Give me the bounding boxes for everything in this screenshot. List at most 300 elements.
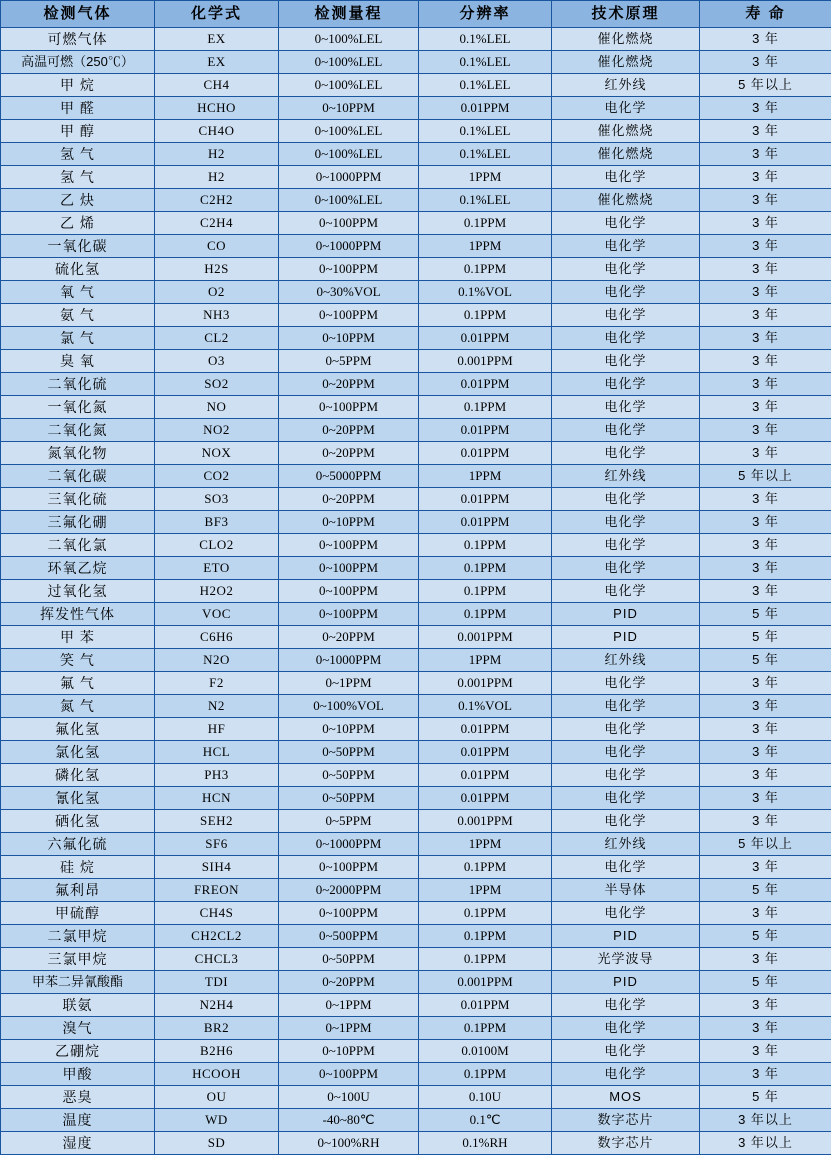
cell-formula: CO	[155, 235, 279, 258]
cell-gas: 一氧化氮	[1, 396, 155, 419]
cell-formula: CH4S	[155, 902, 279, 925]
cell-range: 0~100PPM	[279, 304, 419, 327]
table-row	[1, 810, 831, 833]
cell-technology: 电化学	[552, 511, 700, 534]
cell-lifetime: 3 年	[700, 120, 831, 143]
cell-resolution: 0.1PPM	[419, 304, 552, 327]
cell-gas: 甲 烷	[1, 74, 155, 97]
cell-gas: 一氧化碳	[1, 235, 155, 258]
cell-range: 0~10PPM	[279, 718, 419, 741]
cell-formula: SIH4	[155, 856, 279, 879]
cell-resolution: 0.1%LEL	[419, 51, 552, 74]
cell-range: 0~1PPM	[279, 994, 419, 1017]
table-row	[1, 327, 831, 350]
cell-gas: 二氯甲烷	[1, 925, 155, 948]
cell-gas: 磷化氢	[1, 764, 155, 787]
cell-formula: EX	[155, 51, 279, 74]
cell-gas: 甲硫醇	[1, 902, 155, 925]
cell-lifetime: 3 年	[700, 557, 831, 580]
cell-technology: 电化学	[552, 580, 700, 603]
table-row	[1, 281, 831, 304]
table-row	[1, 373, 831, 396]
table-row	[1, 971, 831, 994]
cell-range: 0~100%LEL	[279, 189, 419, 212]
cell-resolution: 0.1%LEL	[419, 143, 552, 166]
cell-lifetime: 5 年	[700, 649, 831, 672]
cell-lifetime: 3 年	[700, 948, 831, 971]
cell-range: 0~100%LEL	[279, 120, 419, 143]
cell-gas: 氢 气	[1, 143, 155, 166]
cell-range: 0~500PPM	[279, 925, 419, 948]
cell-resolution: 1PPM	[419, 833, 552, 856]
cell-formula: OU	[155, 1086, 279, 1109]
cell-technology: 电化学	[552, 396, 700, 419]
cell-lifetime: 3 年	[700, 1040, 831, 1063]
cell-resolution: 0.01PPM	[419, 327, 552, 350]
cell-technology: 电化学	[552, 373, 700, 396]
cell-range: 0~10PPM	[279, 327, 419, 350]
cell-resolution: 0.1%VOL	[419, 695, 552, 718]
column-header-range: 检测量程	[279, 1, 419, 28]
cell-range: 0~100%LEL	[279, 74, 419, 97]
cell-range: 0~100PPM	[279, 212, 419, 235]
table-row	[1, 1040, 831, 1063]
cell-resolution: 0.01PPM	[419, 511, 552, 534]
cell-range: 0~30%VOL	[279, 281, 419, 304]
cell-lifetime: 5 年以上	[700, 465, 831, 488]
cell-formula: SD	[155, 1132, 279, 1155]
cell-gas: 氰化氢	[1, 787, 155, 810]
cell-gas: 联氨	[1, 994, 155, 1017]
cell-formula: N2H4	[155, 994, 279, 1017]
cell-formula: HCOOH	[155, 1063, 279, 1086]
table-row	[1, 856, 831, 879]
cell-range: 0~1PPM	[279, 672, 419, 695]
cell-range: 0~100%RH	[279, 1132, 419, 1155]
table-row	[1, 1132, 831, 1155]
cell-technology: 电化学	[552, 258, 700, 281]
cell-gas: 笑 气	[1, 649, 155, 672]
cell-gas: 氯化氢	[1, 741, 155, 764]
cell-range: 0~2000PPM	[279, 879, 419, 902]
column-header-technology: 技术原理	[552, 1, 700, 28]
cell-technology: PID	[552, 925, 700, 948]
cell-resolution: 0.01PPM	[419, 97, 552, 120]
cell-lifetime: 5 年	[700, 626, 831, 649]
cell-lifetime: 3 年	[700, 327, 831, 350]
cell-lifetime: 5 年以上	[700, 74, 831, 97]
cell-formula: C6H6	[155, 626, 279, 649]
cell-technology: 催化燃烧	[552, 28, 700, 51]
cell-resolution: 0.001PPM	[419, 971, 552, 994]
cell-formula: PH3	[155, 764, 279, 787]
cell-lifetime: 3 年	[700, 304, 831, 327]
cell-range: 0~5PPM	[279, 350, 419, 373]
cell-resolution: 0.01PPM	[419, 442, 552, 465]
cell-gas: 高温可燃（250℃）	[1, 51, 155, 74]
cell-gas: 乙 烯	[1, 212, 155, 235]
cell-formula: HCHO	[155, 97, 279, 120]
cell-formula: CH4	[155, 74, 279, 97]
cell-formula: WD	[155, 1109, 279, 1132]
cell-formula: NO2	[155, 419, 279, 442]
cell-technology: 数字芯片	[552, 1109, 700, 1132]
cell-technology: 电化学	[552, 419, 700, 442]
cell-lifetime: 5 年	[700, 925, 831, 948]
cell-range: 0~100U	[279, 1086, 419, 1109]
cell-lifetime: 3 年	[700, 764, 831, 787]
cell-gas: 氧 气	[1, 281, 155, 304]
cell-formula: HF	[155, 718, 279, 741]
cell-range: 0~100PPM	[279, 396, 419, 419]
cell-gas: 乙硼烷	[1, 1040, 155, 1063]
cell-technology: 电化学	[552, 856, 700, 879]
column-header-formula: 化学式	[155, 1, 279, 28]
table-row	[1, 235, 831, 258]
cell-lifetime: 3 年	[700, 787, 831, 810]
cell-technology: 电化学	[552, 787, 700, 810]
cell-lifetime: 3 年	[700, 856, 831, 879]
table-row	[1, 787, 831, 810]
cell-resolution: 0.001PPM	[419, 350, 552, 373]
cell-lifetime: 3 年	[700, 1063, 831, 1086]
cell-formula: F2	[155, 672, 279, 695]
cell-resolution: 0.1℃	[419, 1109, 552, 1132]
cell-range: 0~10PPM	[279, 1040, 419, 1063]
cell-technology: 电化学	[552, 672, 700, 695]
cell-resolution: 0.1PPM	[419, 1017, 552, 1040]
cell-resolution: 0.1PPM	[419, 557, 552, 580]
cell-resolution: 0.1PPM	[419, 212, 552, 235]
cell-technology: 电化学	[552, 97, 700, 120]
cell-lifetime: 3 年	[700, 810, 831, 833]
table-row	[1, 879, 831, 902]
table-header-row	[1, 1, 831, 28]
cell-formula: O2	[155, 281, 279, 304]
cell-lifetime: 5 年以上	[700, 833, 831, 856]
cell-formula: HCN	[155, 787, 279, 810]
table-row	[1, 764, 831, 787]
cell-gas: 臭 氧	[1, 350, 155, 373]
column-header-gas: 检测气体	[1, 1, 155, 28]
cell-range: 0~20PPM	[279, 971, 419, 994]
cell-range: 0~5000PPM	[279, 465, 419, 488]
table-row	[1, 626, 831, 649]
table-row	[1, 1109, 831, 1132]
cell-gas: 氯 气	[1, 327, 155, 350]
cell-formula: SF6	[155, 833, 279, 856]
cell-range: 0~1000PPM	[279, 649, 419, 672]
cell-gas: 溴气	[1, 1017, 155, 1040]
cell-technology: 电化学	[552, 1063, 700, 1086]
cell-formula: CH4O	[155, 120, 279, 143]
cell-resolution: 1PPM	[419, 465, 552, 488]
cell-formula: C2H2	[155, 189, 279, 212]
cell-lifetime: 3 年	[700, 97, 831, 120]
cell-lifetime: 3 年	[700, 143, 831, 166]
cell-range: 0~10PPM	[279, 511, 419, 534]
cell-technology: 催化燃烧	[552, 120, 700, 143]
table-row	[1, 695, 831, 718]
cell-technology: 光学波导	[552, 948, 700, 971]
cell-lifetime: 3 年	[700, 350, 831, 373]
cell-resolution: 0.0100M	[419, 1040, 552, 1063]
cell-gas: 过氧化氢	[1, 580, 155, 603]
cell-technology: 催化燃烧	[552, 51, 700, 74]
table-row	[1, 649, 831, 672]
table-row	[1, 557, 831, 580]
cell-range: 0~100%VOL	[279, 695, 419, 718]
table-row	[1, 1086, 831, 1109]
cell-formula: O3	[155, 350, 279, 373]
cell-resolution: 0.01PPM	[419, 994, 552, 1017]
table-row	[1, 925, 831, 948]
cell-technology: 催化燃烧	[552, 143, 700, 166]
cell-resolution: 0.01PPM	[419, 488, 552, 511]
cell-technology: MOS	[552, 1086, 700, 1109]
table-row	[1, 166, 831, 189]
table-row	[1, 948, 831, 971]
table-row	[1, 534, 831, 557]
table-row	[1, 120, 831, 143]
cell-range: 0~50PPM	[279, 741, 419, 764]
cell-resolution: 0.1%LEL	[419, 74, 552, 97]
cell-range: 0~100PPM	[279, 258, 419, 281]
cell-gas: 甲 苯	[1, 626, 155, 649]
cell-lifetime: 3 年	[700, 695, 831, 718]
cell-resolution: 0.001PPM	[419, 810, 552, 833]
cell-range: 0~10PPM	[279, 97, 419, 120]
cell-formula: H2	[155, 166, 279, 189]
cell-gas: 湿度	[1, 1132, 155, 1155]
cell-lifetime: 3 年	[700, 419, 831, 442]
cell-gas: 硫化氢	[1, 258, 155, 281]
cell-technology: 电化学	[552, 235, 700, 258]
cell-formula: H2	[155, 143, 279, 166]
cell-gas: 温度	[1, 1109, 155, 1132]
cell-formula: CO2	[155, 465, 279, 488]
cell-resolution: 0.10U	[419, 1086, 552, 1109]
cell-range: 0~1000PPM	[279, 166, 419, 189]
cell-technology: 电化学	[552, 442, 700, 465]
cell-resolution: 1PPM	[419, 649, 552, 672]
cell-resolution: 0.1%VOL	[419, 281, 552, 304]
cell-formula: B2H6	[155, 1040, 279, 1063]
cell-gas: 三氯甲烷	[1, 948, 155, 971]
cell-gas: 二氧化硫	[1, 373, 155, 396]
table-row	[1, 672, 831, 695]
cell-technology: 红外线	[552, 833, 700, 856]
table-row	[1, 580, 831, 603]
cell-gas: 三氧化硫	[1, 488, 155, 511]
cell-lifetime: 3 年	[700, 534, 831, 557]
cell-formula: CH2CL2	[155, 925, 279, 948]
cell-formula: SO2	[155, 373, 279, 396]
cell-resolution: 0.001PPM	[419, 626, 552, 649]
cell-formula: N2O	[155, 649, 279, 672]
table-row	[1, 51, 831, 74]
cell-technology: 电化学	[552, 994, 700, 1017]
cell-lifetime: 5 年	[700, 879, 831, 902]
table-body	[1, 28, 831, 1155]
cell-resolution: 0.1PPM	[419, 603, 552, 626]
cell-formula: BF3	[155, 511, 279, 534]
cell-lifetime: 3 年	[700, 51, 831, 74]
cell-technology: 电化学	[552, 695, 700, 718]
cell-technology: 电化学	[552, 304, 700, 327]
cell-technology: 红外线	[552, 649, 700, 672]
table-row	[1, 741, 831, 764]
cell-technology: PID	[552, 603, 700, 626]
cell-technology: 电化学	[552, 166, 700, 189]
cell-range: 0~100PPM	[279, 580, 419, 603]
cell-lifetime: 3 年	[700, 28, 831, 51]
cell-lifetime: 3 年以上	[700, 1132, 831, 1155]
cell-technology: 红外线	[552, 74, 700, 97]
cell-formula: NO	[155, 396, 279, 419]
cell-technology: 电化学	[552, 534, 700, 557]
cell-formula: VOC	[155, 603, 279, 626]
cell-gas: 硒化氢	[1, 810, 155, 833]
table-row	[1, 212, 831, 235]
cell-technology: 电化学	[552, 741, 700, 764]
cell-resolution: 0.1PPM	[419, 902, 552, 925]
cell-lifetime: 3 年	[700, 718, 831, 741]
cell-lifetime: 3 年	[700, 166, 831, 189]
cell-lifetime: 5 年	[700, 603, 831, 626]
table-row	[1, 833, 831, 856]
cell-technology: 电化学	[552, 1017, 700, 1040]
cell-resolution: 0.01PPM	[419, 787, 552, 810]
cell-resolution: 0.1PPM	[419, 396, 552, 419]
table-row	[1, 1063, 831, 1086]
cell-lifetime: 5 年	[700, 971, 831, 994]
cell-lifetime: 3 年	[700, 1017, 831, 1040]
cell-range: 0~20PPM	[279, 419, 419, 442]
table-row	[1, 1017, 831, 1040]
cell-formula: H2S	[155, 258, 279, 281]
cell-resolution: 1PPM	[419, 166, 552, 189]
cell-range: 0~1000PPM	[279, 833, 419, 856]
cell-gas: 甲酸	[1, 1063, 155, 1086]
cell-lifetime: 3 年	[700, 672, 831, 695]
cell-resolution: 0.1PPM	[419, 925, 552, 948]
cell-formula: N2	[155, 695, 279, 718]
cell-gas: 二氧化氮	[1, 419, 155, 442]
cell-gas: 氮氧化物	[1, 442, 155, 465]
cell-range: -40~80℃	[279, 1109, 419, 1132]
cell-gas: 环氧乙烷	[1, 557, 155, 580]
table-row	[1, 603, 831, 626]
cell-gas: 甲 醛	[1, 97, 155, 120]
cell-gas: 挥发性气体	[1, 603, 155, 626]
cell-lifetime: 3 年	[700, 442, 831, 465]
cell-range: 0~5PPM	[279, 810, 419, 833]
cell-resolution: 0.1%LEL	[419, 189, 552, 212]
cell-resolution: 0.1PPM	[419, 856, 552, 879]
table-row	[1, 442, 831, 465]
cell-resolution: 0.1%RH	[419, 1132, 552, 1155]
cell-range: 0~20PPM	[279, 488, 419, 511]
column-header-lifetime: 寿 命	[700, 1, 831, 28]
cell-resolution: 0.01PPM	[419, 764, 552, 787]
cell-technology: 电化学	[552, 718, 700, 741]
cell-formula: EX	[155, 28, 279, 51]
table-row	[1, 143, 831, 166]
cell-lifetime: 3 年以上	[700, 1109, 831, 1132]
cell-range: 0~20PPM	[279, 442, 419, 465]
table-row	[1, 511, 831, 534]
cell-formula: NOX	[155, 442, 279, 465]
cell-formula: CL2	[155, 327, 279, 350]
cell-technology: 半导体	[552, 879, 700, 902]
cell-formula: C2H4	[155, 212, 279, 235]
cell-lifetime: 3 年	[700, 212, 831, 235]
cell-range: 0~1PPM	[279, 1017, 419, 1040]
cell-resolution: 1PPM	[419, 235, 552, 258]
cell-range: 0~100%LEL	[279, 28, 419, 51]
cell-resolution: 0.01PPM	[419, 741, 552, 764]
cell-technology: 催化燃烧	[552, 189, 700, 212]
cell-range: 0~100PPM	[279, 856, 419, 879]
cell-range: 0~100PPM	[279, 902, 419, 925]
cell-lifetime: 3 年	[700, 994, 831, 1017]
cell-technology: 红外线	[552, 465, 700, 488]
cell-lifetime: 3 年	[700, 511, 831, 534]
cell-formula: NH3	[155, 304, 279, 327]
cell-range: 0~50PPM	[279, 764, 419, 787]
cell-resolution: 0.1PPM	[419, 258, 552, 281]
cell-range: 0~50PPM	[279, 787, 419, 810]
cell-lifetime: 3 年	[700, 235, 831, 258]
cell-lifetime: 5 年	[700, 1086, 831, 1109]
cell-range: 0~100PPM	[279, 557, 419, 580]
cell-technology: 电化学	[552, 810, 700, 833]
cell-resolution: 0.1PPM	[419, 534, 552, 557]
cell-formula: BR2	[155, 1017, 279, 1040]
cell-lifetime: 3 年	[700, 189, 831, 212]
cell-lifetime: 3 年	[700, 373, 831, 396]
table-row	[1, 902, 831, 925]
cell-gas: 氨 气	[1, 304, 155, 327]
cell-range: 0~1000PPM	[279, 235, 419, 258]
cell-lifetime: 3 年	[700, 281, 831, 304]
cell-technology: 电化学	[552, 281, 700, 304]
cell-technology: 电化学	[552, 1040, 700, 1063]
cell-formula: FREON	[155, 879, 279, 902]
cell-range: 0~20PPM	[279, 626, 419, 649]
cell-resolution: 0.01PPM	[419, 718, 552, 741]
table-row	[1, 258, 831, 281]
table-row	[1, 97, 831, 120]
cell-gas: 氢 气	[1, 166, 155, 189]
cell-formula: CLO2	[155, 534, 279, 557]
cell-gas: 二氧化氯	[1, 534, 155, 557]
cell-gas: 六氟化硫	[1, 833, 155, 856]
cell-formula: SO3	[155, 488, 279, 511]
cell-gas: 三氟化硼	[1, 511, 155, 534]
cell-lifetime: 3 年	[700, 902, 831, 925]
cell-lifetime: 3 年	[700, 580, 831, 603]
cell-technology: PID	[552, 971, 700, 994]
cell-lifetime: 3 年	[700, 396, 831, 419]
cell-resolution: 0.1PPM	[419, 948, 552, 971]
cell-formula: CHCL3	[155, 948, 279, 971]
cell-resolution: 0.1PPM	[419, 580, 552, 603]
cell-gas: 乙 炔	[1, 189, 155, 212]
cell-lifetime: 3 年	[700, 258, 831, 281]
cell-range: 0~100PPM	[279, 603, 419, 626]
